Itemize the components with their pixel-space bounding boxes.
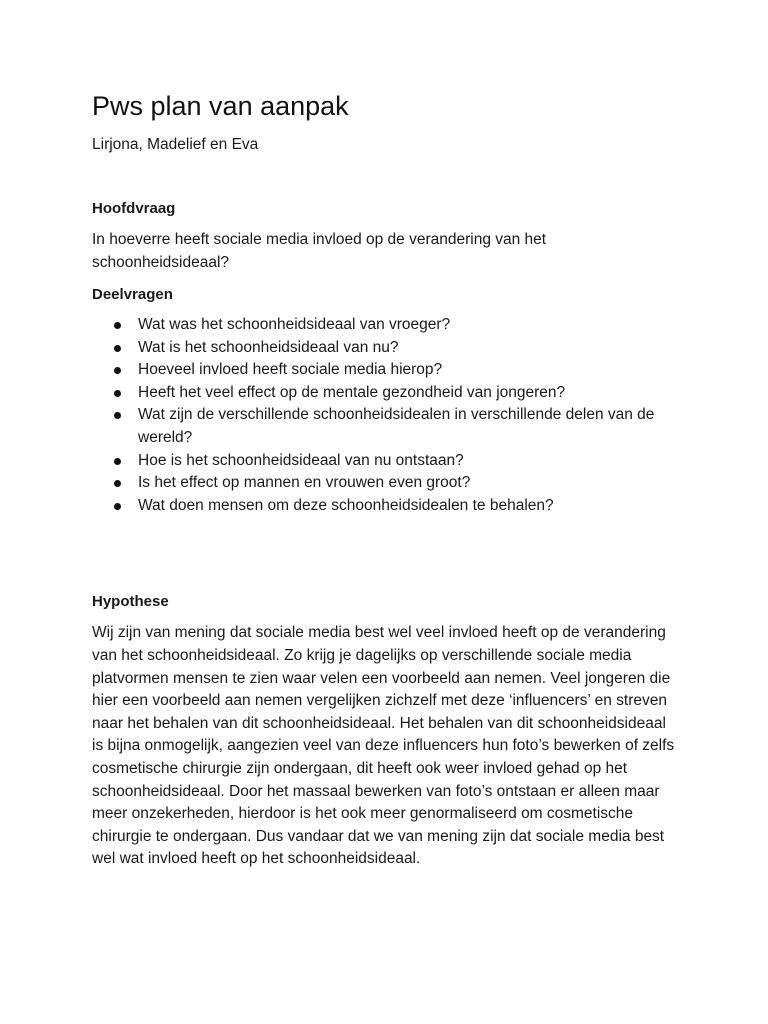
document-authors: Lirjona, Madelief en Eva	[92, 136, 259, 153]
list-item	[92, 359, 668, 382]
bullet-icon	[114, 322, 121, 329]
hoofdvraag-heading: Hoofdvraag	[92, 200, 176, 217]
list-item	[92, 495, 668, 518]
list-item	[92, 314, 668, 337]
list-item-text: Is het effect op mannen en vrouwen even groot?	[138, 474, 471, 492]
document-page	[92, 88, 682, 871]
list-item	[92, 382, 668, 405]
bullet-icon	[114, 458, 121, 465]
list-item-text: Heeft het veel effect op de mentale gezondheid van jongeren?	[138, 383, 566, 401]
hypothese-text: Wij zijn van mening dat sociale media best wel veel invloed heeft op de verandering van het schoonheidsideaal. Zo krijg je dagelijks op verschillende sociale media platvormen mensen te zien waar velen een voorbeeld aan nemen. Veel jongeren die hier een voorbeeld aan nemen vergelijken zichzelf met deze ‘influencers’ en streven naar het behalen van dit schoonheidsideaal. Het behalen van dit schoonheidsideaal is bijna onmogelijk, aangezien veel van deze influencers hun foto’s bewerken of zelfs cosmetische chirurgie zijn ondergaan, dit heeft ook weer invloed gehad op het schoonheidsideaal. Door het massaal bewerken van foto’s ontstaan er alleen maar meer onzekerheden, hierdoor is het ook meer genormaliseerd om cosmetische chirurgie te ondergaan. Dus vandaar dat we van mening zijn dat sociale media best wel wat invloed heeft op het schoonheidsideaal.	[92, 624, 675, 868]
list-item	[92, 404, 668, 449]
list-item-text: Wat doen mensen om deze schoonheidsidealen te behalen?	[138, 496, 554, 514]
list-item	[92, 450, 668, 473]
list-item-text: Wat was het schoonheidsideaal van vroeger?	[138, 316, 451, 333]
document-title: Pws plan van aanpak	[92, 91, 349, 121]
deelvragen-heading: Deelvragen	[92, 286, 173, 303]
list-item-text: Hoe is het schoonheidsideaal van nu ontstaan?	[138, 451, 464, 469]
hoofdvraag-text: In hoeverre heeft sociale media invloed op de verandering van het schoonheidsideaal?	[92, 231, 547, 271]
deelvragen-list	[92, 314, 682, 517]
bullet-icon	[114, 345, 121, 352]
list-item	[92, 337, 668, 360]
list-item-text: Hoeveel invloed heeft sociale media hierop?	[138, 361, 443, 379]
list-item-text: Wat zijn de verschillende schoonheidsidealen in verschillende delen van de wereld?	[138, 406, 655, 446]
bullet-icon	[114, 412, 121, 419]
list-item-text: Wat is het schoonheidsideaal van nu?	[138, 338, 399, 356]
bullet-icon	[114, 367, 121, 374]
hypothese-heading: Hypothese	[92, 593, 169, 611]
bullet-icon	[114, 503, 121, 510]
bullet-icon	[114, 480, 121, 487]
list-item	[92, 472, 668, 495]
bullet-icon	[114, 390, 121, 397]
